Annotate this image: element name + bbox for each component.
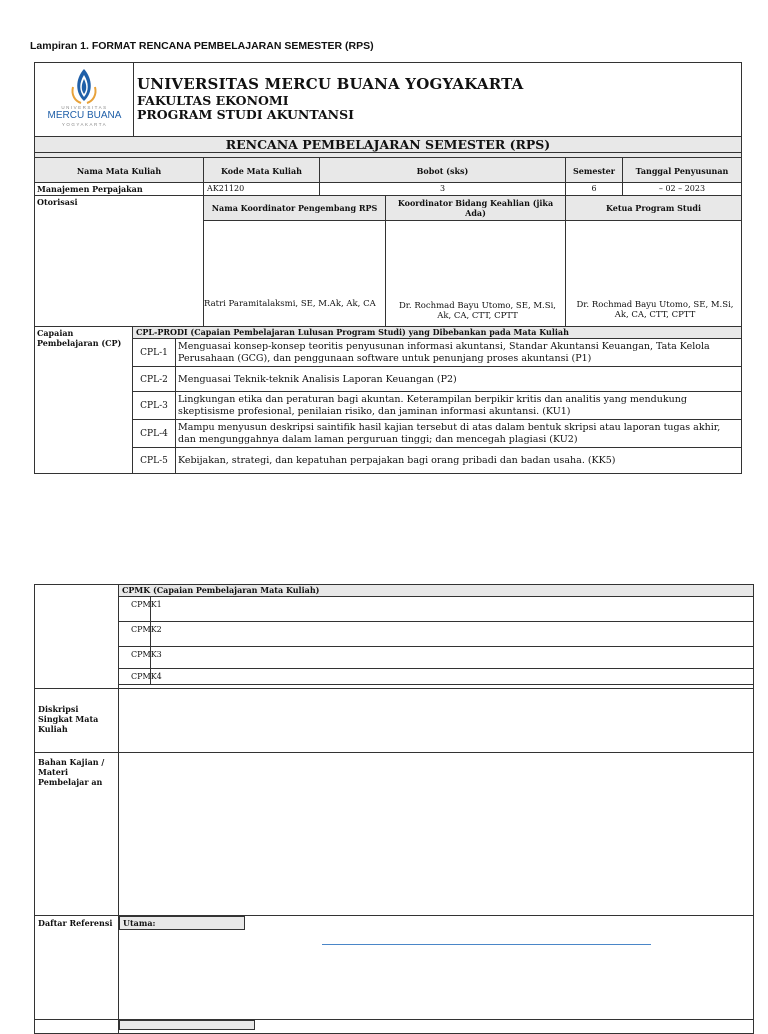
cpl-text: Mampu menyusun deskripsi saintifik hasil kajian tersebut di atas dalam bentuk skripsi atau laporan tugas akhir, dan mengunggahnya dalam laman perguruan tinggi; dan mencegah plagiasi (KU2) [175, 420, 741, 448]
cpmk-code: CPMK1 [131, 600, 162, 609]
cpl-code: CPL-3 [140, 401, 168, 411]
reference-link[interactable] [322, 944, 651, 945]
cpl-row-2 [133, 367, 741, 392]
logo-name: MERCU BUANA [47, 110, 122, 121]
bahan-label: Bahan Kajian / Materi Pembelajar an [38, 757, 105, 787]
cpmk-header: CPMK (Capaian Pembelajaran Mata Kuliah) [119, 585, 753, 597]
cpmk-row-3 [119, 647, 753, 669]
cpmk-row-2 [119, 622, 753, 647]
cpmk-code: CPMK4 [131, 672, 162, 681]
referensi-utama-tag: Utama: [119, 916, 245, 930]
cpl-row-4 [133, 420, 741, 448]
cpmk-row-4 [119, 669, 753, 685]
value-kode-mk: AK21120 [203, 183, 319, 195]
university-name: UNIVERSITAS MERCU BUANA YOGYAKARTA [137, 75, 524, 93]
cpl-code: CPL-2 [140, 374, 168, 385]
cpl-text: Menguasai konsep-konsep teoritis penyusunan informasi akuntansi, Standar Akuntansi Keuangan, Tata Kelola Perusahaan (GCG), dan penggunaan software untuk penunjang proses akuntansi (P1) [175, 339, 741, 367]
bahan-row-top [35, 752, 753, 753]
value-tanggal: – 02 – 2023 [622, 183, 741, 195]
cpl-code: CPL-5 [140, 455, 168, 466]
deskripsi-row-top [35, 688, 753, 689]
otorisasi-sign-col1 [203, 221, 385, 326]
header-semester: Semester [565, 158, 622, 183]
otorisasi-header-kaprodi: Ketua Program Studi [565, 196, 741, 221]
logo-arc-text: UNIVERSITAS [61, 105, 108, 110]
cpmk-text-cell [150, 647, 151, 669]
cpl-code: CPL-1 [140, 348, 168, 358]
cpl-row-5 [133, 448, 741, 473]
cpl-row-1 [133, 339, 741, 367]
bidang-coordinator-name: Dr. Rochmad Bayu Utomo, SE, M.Si, Ak, CA, CTT, CPTT [398, 301, 557, 321]
cpl-prodi-header: CPL-PRODI (Capaian Pembelajaran Lulusan Program Studi) yang Dibebankan pada Mata Kuliah [133, 327, 741, 339]
deskripsi-label: Diskripsi Singkat Mata Kuliah [38, 704, 99, 734]
cpl-text: Kebijakan, strategi, dan kepatuhan perpajakan bagi orang pribadi dan badan usaha. (KK5) [175, 448, 741, 473]
otorisasi-label: Otorisasi [37, 197, 78, 207]
value-semester: 6 [565, 183, 622, 195]
appendix-caption: Lampiran 1. FORMAT RENCANA PEMBELAJARAN SEMESTER (RPS) [30, 40, 374, 52]
rps-title-row [35, 136, 741, 152]
referensi-label: Daftar Referensi [38, 918, 113, 928]
cpl-code: CPL-4 [140, 429, 168, 439]
cpl-text: Menguasai Teknik-teknik Analisis Laporan Keuangan (P2) [175, 367, 741, 392]
cpmk-text-cell [150, 597, 151, 622]
otorisasi-header-coordinator: Nama Koordinator Pengembang RPS [203, 196, 385, 221]
value-bobot: 3 [319, 183, 565, 195]
header-tanggal: Tanggal Penyusunan [622, 158, 741, 183]
coordinator-name: Ratri Paramitalaksmi, SE, M.Ak, Ak, CA [204, 299, 376, 309]
faculty-name: FAKULTAS EKONOMI [137, 93, 289, 108]
cpmk-row-1 [119, 597, 753, 622]
flame-icon [72, 69, 95, 103]
cpmk-code: CPMK3 [131, 650, 162, 659]
cpmk-code: CPMK2 [131, 625, 162, 634]
cpmk-text-cell [150, 622, 151, 647]
referensi-pendukung-tag [119, 1020, 255, 1030]
otorisasi-header-bidang: Koordinator Bidang Keahlian (jika Ada) [385, 196, 565, 221]
program-name: PROGRAM STUDI AKUNTANSI [137, 107, 354, 122]
cpmk-text-cell [150, 669, 151, 685]
rps-title: RENCANA PEMBELAJARAN SEMESTER (RPS) [225, 137, 551, 152]
cpl-row-3 [133, 392, 741, 420]
kaprodi-name: Dr. Rochmad Bayu Utomo, SE, M.Si, Ak, CA, CTT, CPTT [576, 300, 734, 320]
logo-city: YOGYAKARTA [61, 122, 108, 127]
header-bobot: Bobot (sks) [319, 158, 565, 183]
cp-label: Capaian Pembelajaran (CP) [37, 328, 122, 348]
logo-cell [35, 63, 134, 136]
header-nama-mk: Nama Mata Kuliah [76, 165, 162, 176]
value-nama-mk: Manajemen Perpajakan [37, 184, 143, 194]
header-kode-mk: Kode Mata Kuliah [203, 158, 319, 183]
cpl-text: Lingkungan etika dan peraturan bagi akuntan. Keterampilan berpikir kritis dan analitis yang mendukung skeptisisme profesional, penilaian risiko, dan jaminan informasi akuntansi. (KU1) [175, 392, 741, 420]
